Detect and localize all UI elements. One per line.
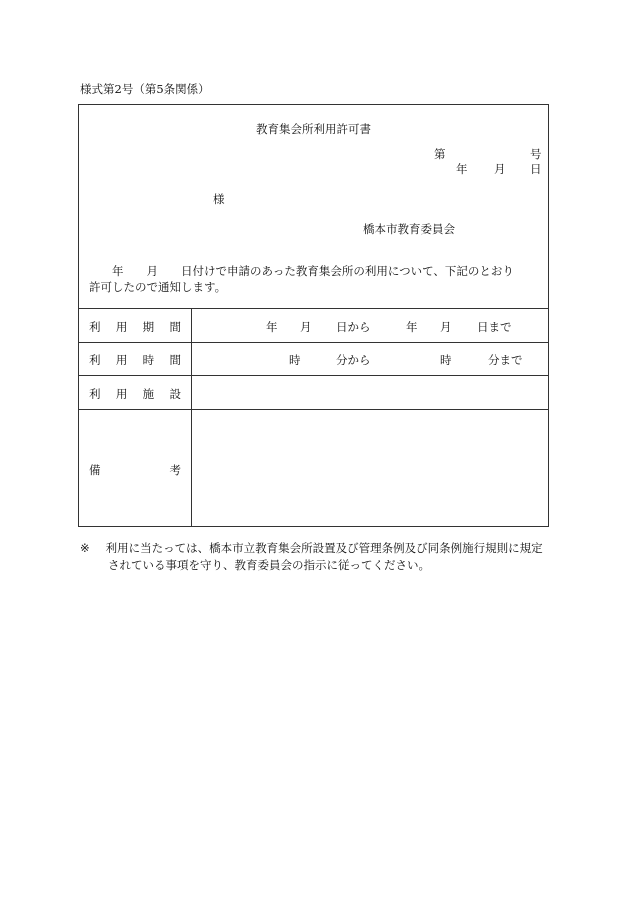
row-label-facility: 利 用 施 設 xyxy=(89,387,181,401)
time-end-minute: 分まで xyxy=(488,353,523,367)
period-end-day: 日まで xyxy=(477,320,512,334)
row-label-usage-period: 利 用 期 間 xyxy=(89,320,181,334)
time-start-hour: 時 xyxy=(289,353,301,367)
note-line-1: 利用に当たっては、橋本市立教育集会所設置及び管理条例及び同条例施行規則に規定 xyxy=(105,541,543,555)
table-top-border xyxy=(79,308,548,309)
addressee-suffix: 様 xyxy=(213,192,225,206)
period-end-year: 年 xyxy=(406,320,418,334)
form-label: 様式第2号（第5条関係） xyxy=(80,82,210,96)
row-divider xyxy=(79,342,548,343)
document-title: 教育集会所利用許可書 xyxy=(256,122,371,136)
note-mark: ※ xyxy=(80,541,90,555)
date-day: 日 xyxy=(530,162,542,176)
row-divider xyxy=(79,409,548,410)
row-divider xyxy=(79,375,548,376)
time-start-minute: 分から xyxy=(336,353,371,367)
issuer: 橋本市教育委員会 xyxy=(363,222,455,236)
note-line-2: されている事項を守り、教育委員会の指示に従ってください。 xyxy=(108,558,430,572)
number-suffix: 号 xyxy=(530,147,542,161)
date-year: 年 xyxy=(456,162,468,176)
row-label-remarks: 備 考 xyxy=(89,463,181,477)
body-text xyxy=(89,263,544,295)
row-label-usage-time: 利 用 時 間 xyxy=(89,353,181,367)
time-end-hour: 時 xyxy=(440,353,452,367)
body-line-1: 年 月 日付けで申請のあった教育集会所の利用について、下記のとおり xyxy=(89,264,514,278)
period-start-month: 月 xyxy=(300,320,312,334)
period-end-month: 月 xyxy=(440,320,452,334)
period-start-day: 日から xyxy=(336,320,371,334)
body-line-2: 許可したので通知します。 xyxy=(89,280,227,294)
date-month: 月 xyxy=(494,162,506,176)
column-divider xyxy=(191,308,192,527)
footnote xyxy=(80,540,543,574)
period-start-year: 年 xyxy=(266,320,278,334)
permit-form xyxy=(78,104,549,527)
number-prefix: 第 xyxy=(434,147,446,161)
